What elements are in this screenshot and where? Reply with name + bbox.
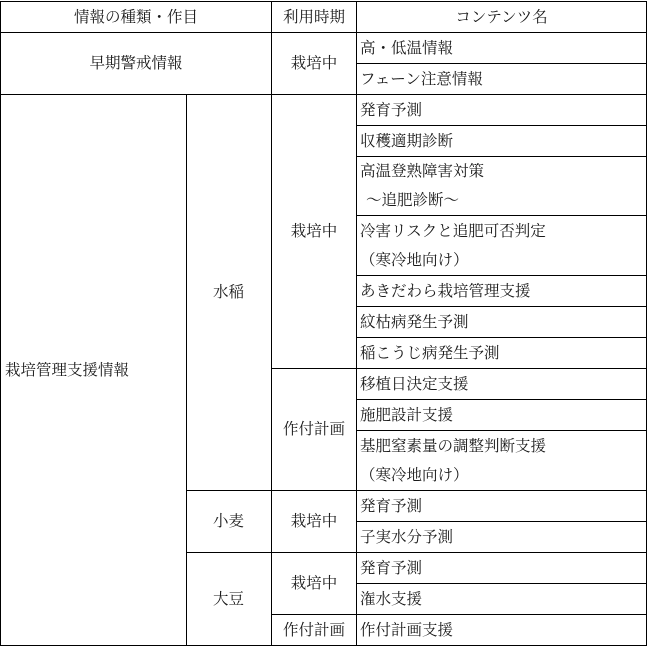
- content-cell: 潅水支援: [357, 584, 647, 615]
- header-type-crop: 情報の種類・作目: [1, 2, 272, 33]
- content-cell: フェーン注意情報: [357, 64, 647, 95]
- content-cell: 施肥設計支援: [357, 400, 647, 431]
- period-cell: 栽培中: [272, 491, 357, 553]
- content-cell: [357, 157, 647, 216]
- table-row: [1, 33, 647, 64]
- period-cell: 作付計画: [272, 615, 357, 646]
- content-line: （寒冷地向け）: [360, 465, 469, 484]
- content-line: 冷害リスクと追肥可否判定: [360, 221, 546, 240]
- period-cell: 栽培中: [272, 553, 357, 615]
- content-cell: 紋枯病発生予測: [357, 307, 647, 338]
- period-cell: 栽培中: [272, 95, 357, 369]
- crop-soybean: 大豆: [187, 553, 272, 646]
- crop-wheat: 小麦: [187, 491, 272, 553]
- content-line: ～追肥診断～: [366, 191, 460, 209]
- content-line: 基肥窒素量の調整判断支援: [360, 436, 547, 455]
- header-contents: コンテンツ名: [357, 2, 647, 33]
- table-row: [1, 95, 647, 126]
- group-cultivation: 栽培管理支援情報: [1, 95, 187, 646]
- content-cell: 稲こうじ病発生予測: [357, 338, 647, 369]
- group-early-warning: 早期警戒情報: [1, 33, 272, 95]
- content-cell: 発育予測: [357, 553, 647, 584]
- content-cell: 移植日決定支援: [357, 369, 647, 400]
- content-cell: [357, 216, 647, 276]
- content-cell: あきだわら栽培管理支援: [357, 276, 647, 307]
- period-cell: 作付計画: [272, 369, 357, 491]
- content-cell: [357, 431, 647, 491]
- header-row: [1, 2, 647, 33]
- content-cell: 作付計画支援: [357, 615, 647, 646]
- content-cell: 収穫適期診断: [357, 126, 647, 157]
- content-line: （寒冷地向け）: [360, 250, 469, 269]
- contents-table: [0, 1, 647, 646]
- crop-rice: 水稲: [187, 95, 272, 491]
- header-period: 利用時期: [272, 2, 357, 33]
- period-cell: 栽培中: [272, 33, 357, 95]
- content-cell: 発育予測: [357, 491, 647, 522]
- content-cell: 高・低温情報: [357, 33, 647, 64]
- content-cell: 子実水分予測: [357, 522, 647, 553]
- content-line: 高温登熟障害対策: [360, 162, 485, 180]
- content-cell: 発育予測: [357, 95, 647, 126]
